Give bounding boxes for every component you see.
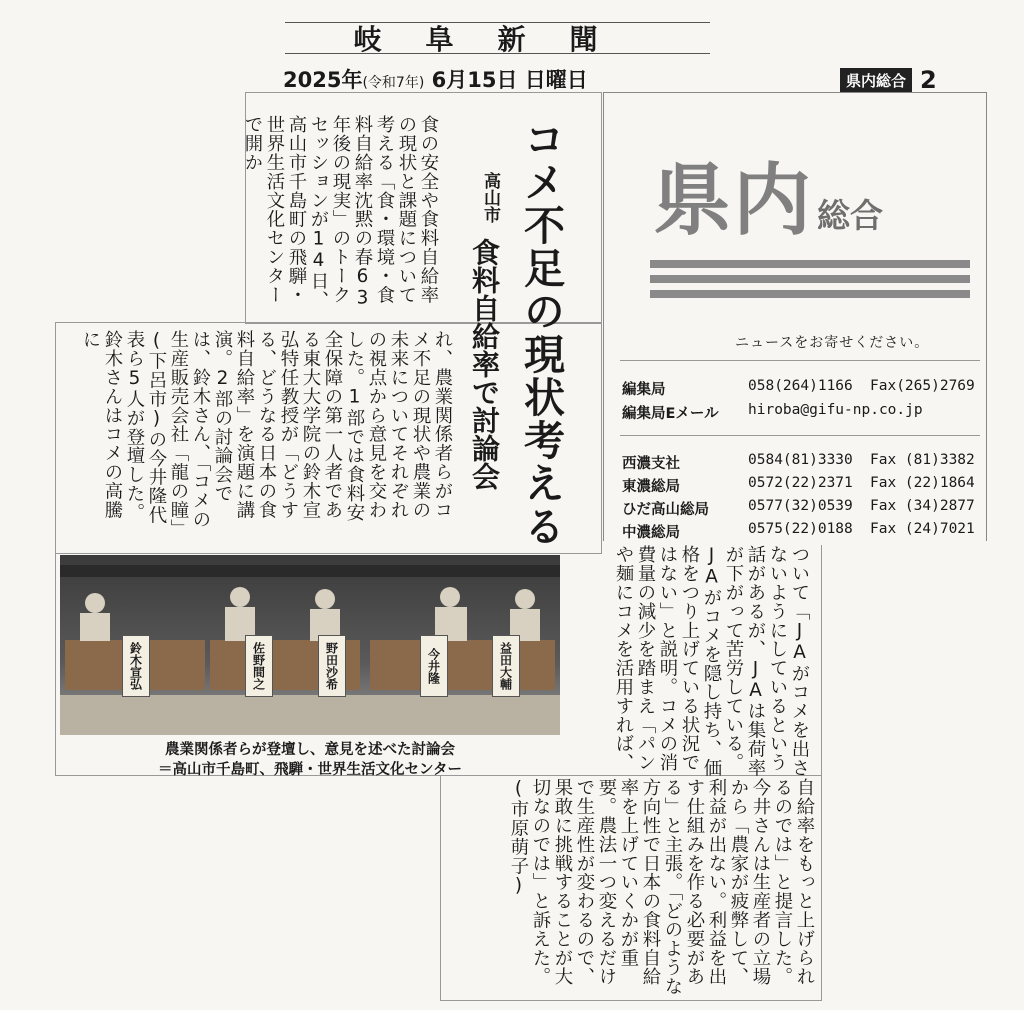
article-body-block-2: れ、農業関係者らがコメ不足の現状や農業の未来についてそれぞれの視点から意見を交わした。1部では食料安全保障の第一人者である東大大学院の鈴木宣弘特任教授が「どうする、どうなる日本の食料自給率」を演題に講演。2部の討論会では、鈴木さん、「コメの生産販売会社「龍の瞳」(下呂市)の今井隆代表ら5人が登壇した。鈴木さんはコメの高騰に [80,330,453,529]
name-card: 佐野間之 [245,635,273,697]
contact-label: 編集局Eメール [622,406,719,422]
newspaper-masthead: 岐阜新聞 [285,22,710,54]
article-headline: コメ不足の現状考える [517,118,565,548]
contact-row [622,402,982,423]
contact-tel: 0572(22)2371 [748,475,853,491]
contact-row [622,498,982,519]
contact-label: 東濃総局 [622,479,680,495]
decorative-stripe [650,260,970,268]
photo-caption-line-1: 農業関係者らが登壇し、意見を述べた討論会 [165,742,455,758]
date-weekday: 日曜日 [524,68,588,92]
contact-row [622,475,982,496]
article-location: 高山市 [480,172,500,223]
contact-fax: Fax (81)3382 [870,452,975,468]
event-photo [60,555,560,735]
contact-fax: Fax (22)1864 [870,475,975,491]
article-body-block-3: ついて「JAがコメを出さないようにしているという話があるが、JAは集荷率が下がって苦労している。JAがコメを隠し持ち、価格をつり上げている状況ではない」と説明。コメの消費量の減少を踏まえ「パンや麺にコメを活用すれば、 [613,545,810,777]
article-body-block-1: 食の安全や食料自給率の現状と課題について考える「食・環境・食料自給率沈黙の春63年後の現実」のトークセッションが14日、高山市千島町の飛騨・世界生活文化センターで開か [242,115,439,310]
article-body-block-4: 自給率をもっと上げられるのでは」と提言した。今井さんは生産者の立場から「農家が疲弊して、利益が出ない。利益を出す仕組みを作る必要がある」と主張。「どのような方向性で日本の食料自給率を上げていくかが重要。農法一つ変えるだけで生産性が変わるので、果敢に挑戦することが大切なのでは」と訴えた。(市原萌子) [508,778,815,996]
name-card: 益田大輔 [492,635,520,697]
contact-tel: 0577(32)0539 [748,498,853,514]
name-card: 野田沙希 [318,635,346,697]
date-era: (令和7年) [362,75,425,91]
decorative-stripe [650,290,970,298]
contact-tel: 0584(81)3330 [748,452,853,468]
news-submission-notice: ニュースをお寄せください。 [735,335,930,351]
section-tag-label: 県内総合 [840,68,912,93]
section-tag [840,66,937,94]
contact-fax: Fax (34)2877 [870,498,975,514]
contact-label: 中濃総局 [622,525,680,541]
divider [620,360,980,361]
name-card: 今井隆 [420,635,448,697]
photo-caption-line-2: ＝高山市千島町、飛騨・世界生活文化センター [158,762,462,778]
contact-label: 西濃支社 [622,456,680,472]
contact-row [622,378,982,399]
contact-row [622,521,982,542]
contact-email: hiroba@gifu-np.co.jp [748,402,923,418]
date-year: 2025年 [283,68,363,92]
contact-label: ひだ高山総局 [622,502,709,518]
contact-fax: Fax (24)7021 [870,521,975,537]
section-title-sub: 総合 [817,196,884,235]
decorative-stripe [650,275,970,283]
article-subtitle: 食料自給率で討論会 [468,238,501,490]
contact-label: 編集局 [622,382,666,398]
page-number: 2 [920,66,937,94]
dateline [283,64,713,94]
section-title-main: 県内 [653,156,814,246]
section-title [653,138,883,250]
contact-fax: Fax(265)2769 [870,378,975,394]
contact-tel: 0575(22)0188 [748,521,853,537]
divider [620,435,980,436]
date-month-day: 6月15日 [431,68,518,92]
name-card: 鈴木宣弘 [122,635,150,697]
contact-row [622,452,982,473]
contact-tel: 058(264)1166 [748,378,853,394]
photo-caption [60,740,560,780]
